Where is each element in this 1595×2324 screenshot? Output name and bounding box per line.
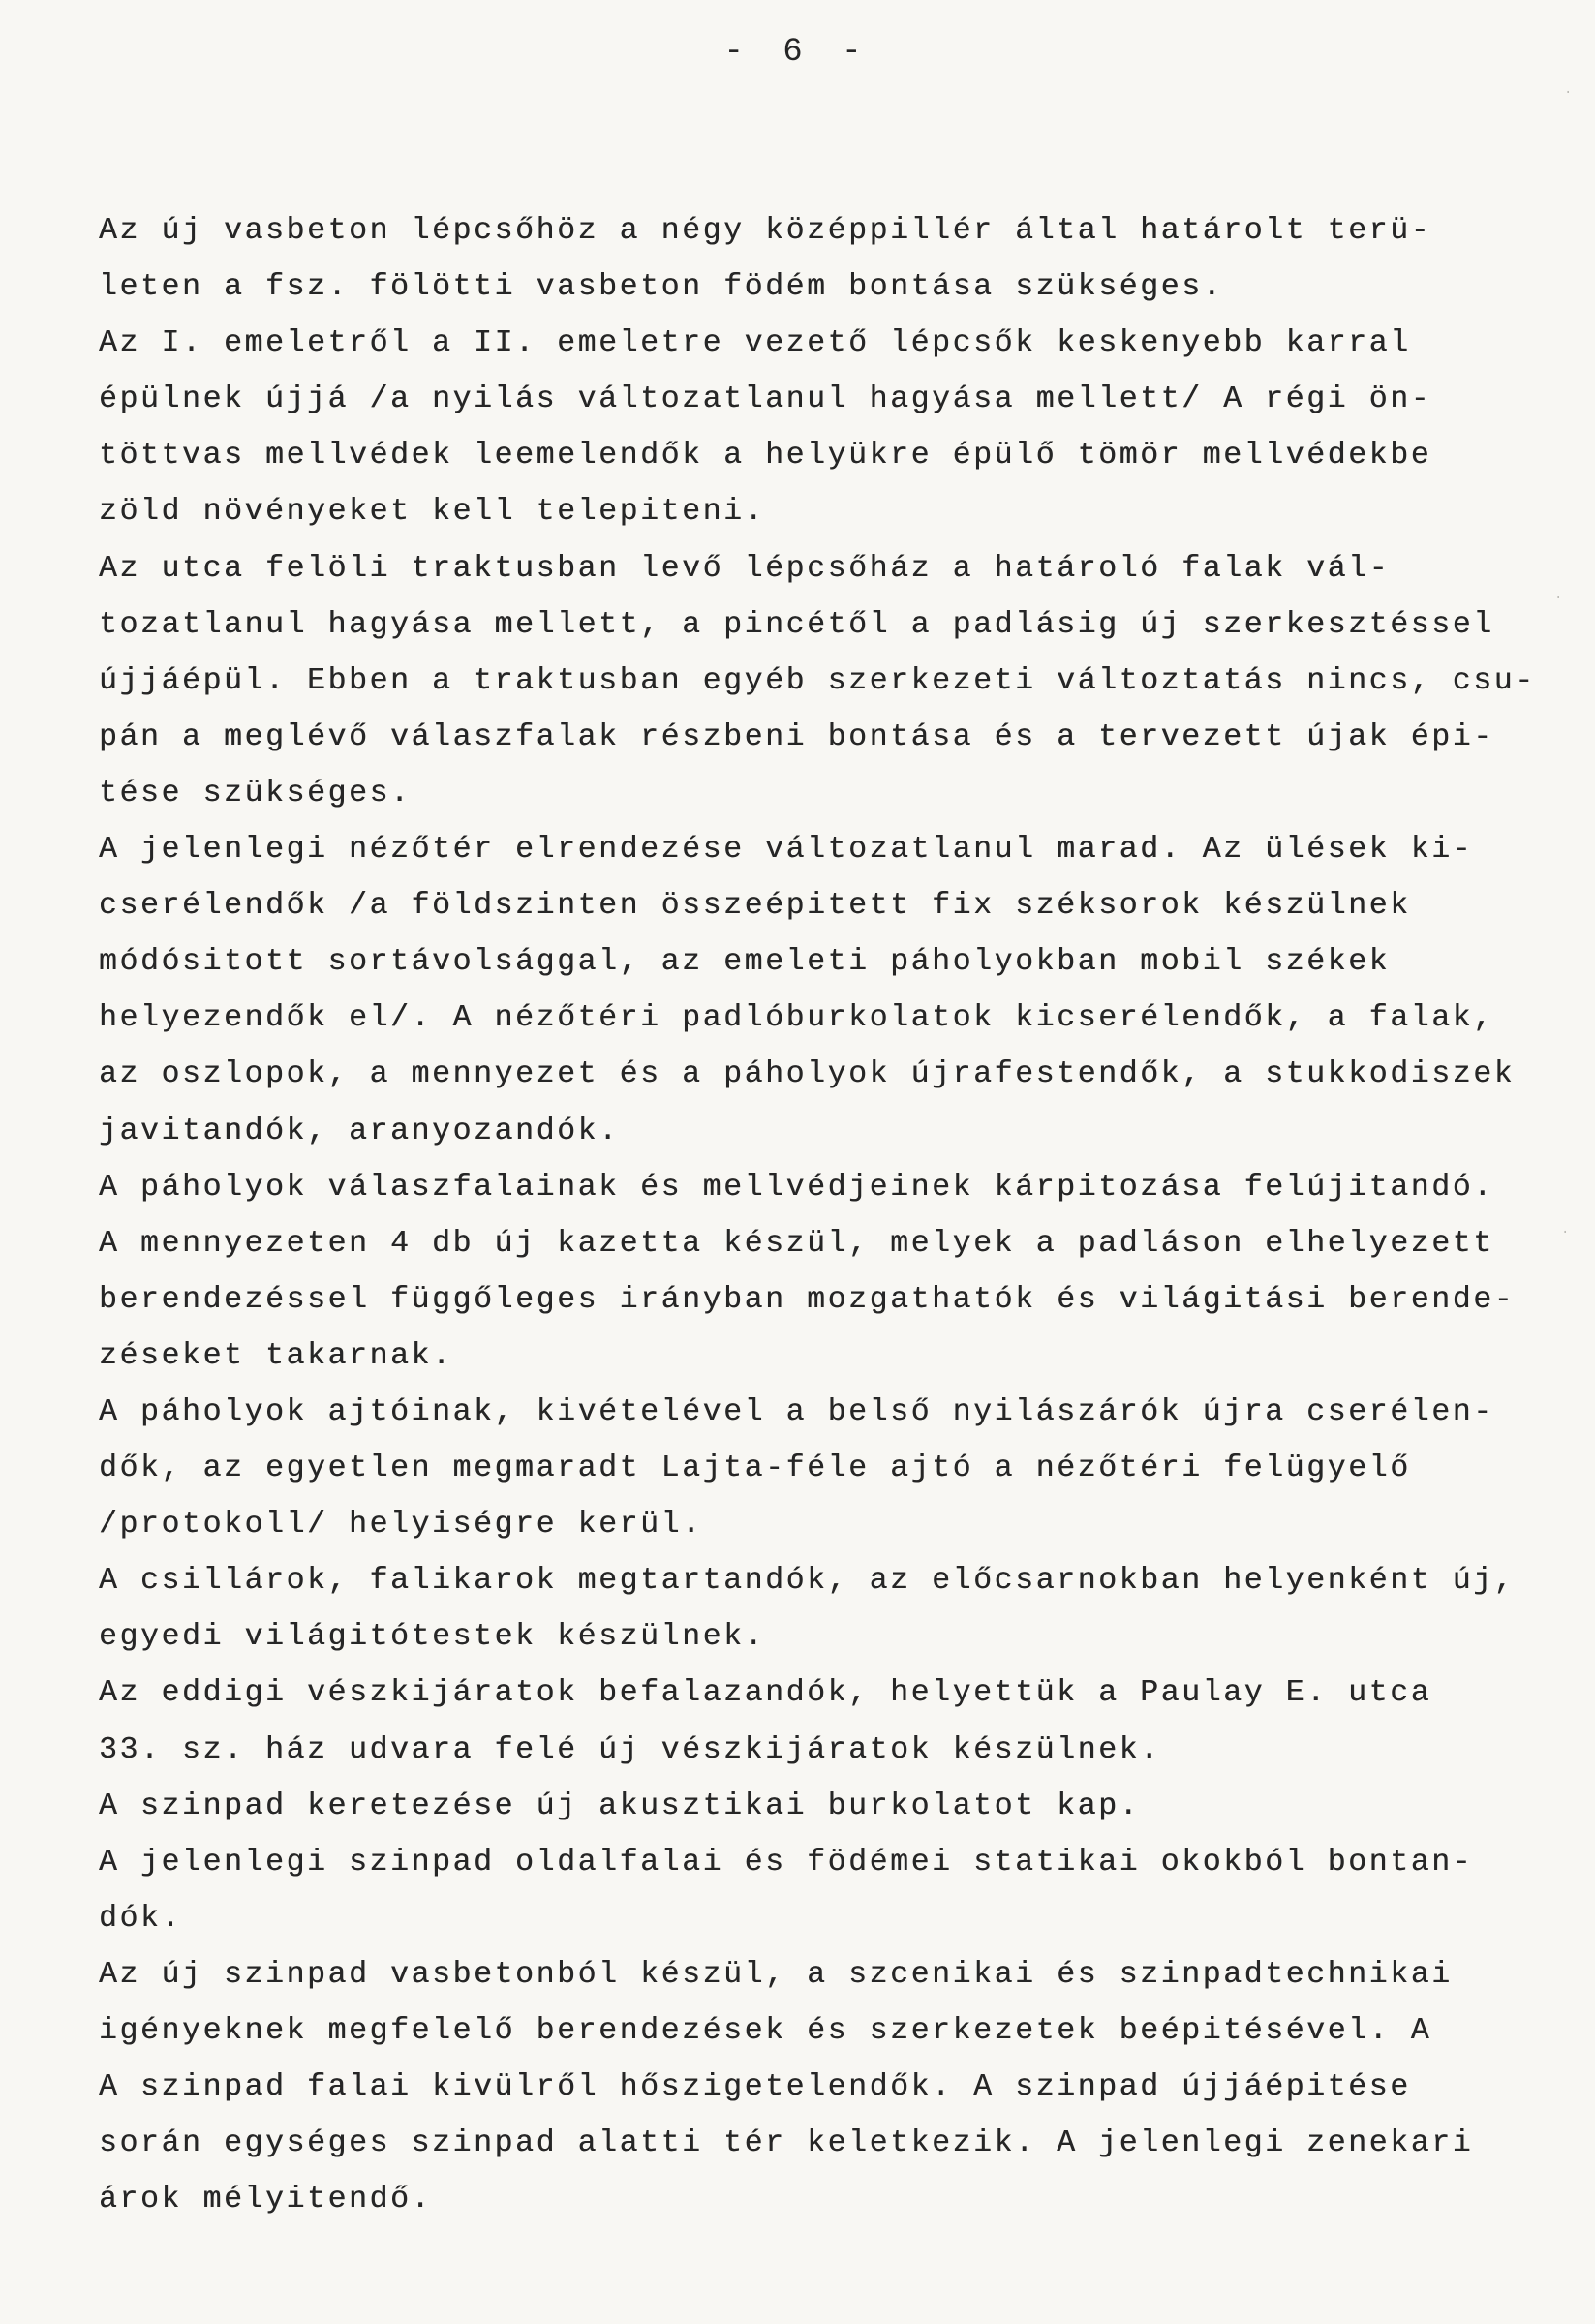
text-line: A jelenlegi szinpad oldalfalai és födémei statikai okokból bontan- — [99, 1845, 1474, 1880]
text-line: Az új vasbeton lépcsőhöz a négy középpillér által határolt terü- — [99, 214, 1432, 248]
text-line: A jelenlegi nézőtér elrendezése változatlanul marad. Az ülések ki- — [99, 833, 1474, 868]
text-line: A páholyok válaszfalainak és mellvédjeinek kárpitozása felújitandó. — [99, 1170, 1494, 1205]
text-line: igényeknek megfelelő berendezések és szerkezetek beépitésével. A — [99, 2014, 1432, 2048]
text-line: egyedi világitótestek készülnek. — [99, 1620, 766, 1655]
text-line: helyezendők el/. A nézőtéri padlóburkolatok kicserélendők, a falak, — [99, 1001, 1494, 1036]
text-line: során egységes szinpad alatti tér keletkezik. A jelenlegi zenekari — [99, 2126, 1474, 2161]
text-line: Az utca felöli traktusban levő lépcsőház a határoló falak vál- — [99, 551, 1391, 586]
text-line: cserélendők /a földszinten összeépitett fix széksorok készülnek — [99, 889, 1411, 924]
text-line: Az eddigi vészkijáratok befalazandók, helyettük a Paulay E. utca — [99, 1676, 1432, 1711]
text-line: módósitott sortávolsággal, az emeleti páholyokban mobil székek — [99, 945, 1391, 980]
text-line: dók. — [99, 1901, 183, 1936]
text-line: zöld növényeket kell telepiteni. — [99, 495, 766, 530]
scan-mark-dot: · — [1554, 591, 1563, 606]
text-line: dők, az egyetlen megmaradt Lajta-féle ajtó a nézőtéri felügyelő — [99, 1452, 1411, 1486]
text-line: újjáépül. Ebben a traktusban egyéb szerkezeti változtatás nincs, csu- — [99, 663, 1536, 698]
text-line: Az új szinpad vasbetonból készül, a szcenikai és szinpadtechnikai — [99, 1957, 1453, 1992]
text-line: pán a meglévő válaszfalak részbeni bontása és a tervezett újak épi- — [99, 719, 1494, 754]
text-line: berendezéssel függőleges irányban mozgathatók és világitási berende- — [99, 1282, 1516, 1317]
text-line: A páholyok ajtóinak, kivételével a belső nyilászárók újra cserélen- — [99, 1394, 1494, 1429]
text-line: A szinpad falai kivülről hőszigetelendők. A szinpad újjáépitése — [99, 2070, 1411, 2105]
text-line: zéseket takarnak. — [99, 1338, 453, 1373]
scan-mark-dot: · — [1564, 85, 1573, 101]
body-text — [99, 203, 1536, 2228]
text-line: tése szükséges. — [99, 776, 412, 810]
text-line: /protokoll/ helyiségre kerül. — [99, 1508, 703, 1543]
text-line: A szinpad keretezése új akusztikai burkolatot kap. — [99, 1789, 1141, 1823]
text-line: töttvas mellvédek leemelendők a helyükre épülő tömör mellvédekbe — [99, 439, 1432, 474]
text-line: 33. sz. ház udvara felé új vészkijáratok készülnek. — [99, 1732, 1161, 1767]
text-line: tozatlanul hagyása mellett, a pincétől a padlásig új szerkesztéssel — [99, 607, 1494, 642]
text-line: leten a fsz. fölötti vasbeton födém bontása szükséges. — [99, 270, 1224, 305]
text-line: javitandók, aranyozandók. — [99, 1114, 620, 1148]
text-line: Az I. emeletről a II. emeletre vezető lépcsők keskenyebb karral — [99, 326, 1411, 361]
page-number: - 6 - — [723, 34, 872, 71]
text-line: árok mélyitendő. — [99, 2183, 433, 2217]
scan-mark-dot: · — [1561, 1225, 1570, 1240]
text-line: A mennyezeten 4 db új kazetta készül, melyek a padláson elhelyezett — [99, 1226, 1494, 1261]
text-line: az oszlopok, a mennyezet és a páholyok újrafestendők, a stukkodiszek — [99, 1057, 1516, 1092]
text-line: épülnek újjá /a nyilás változatlanul hagyása mellett/ A régi ön- — [99, 382, 1432, 417]
text-line: A csillárok, falikarok megtartandók, az előcsarnokban helyenként új, — [99, 1564, 1516, 1599]
